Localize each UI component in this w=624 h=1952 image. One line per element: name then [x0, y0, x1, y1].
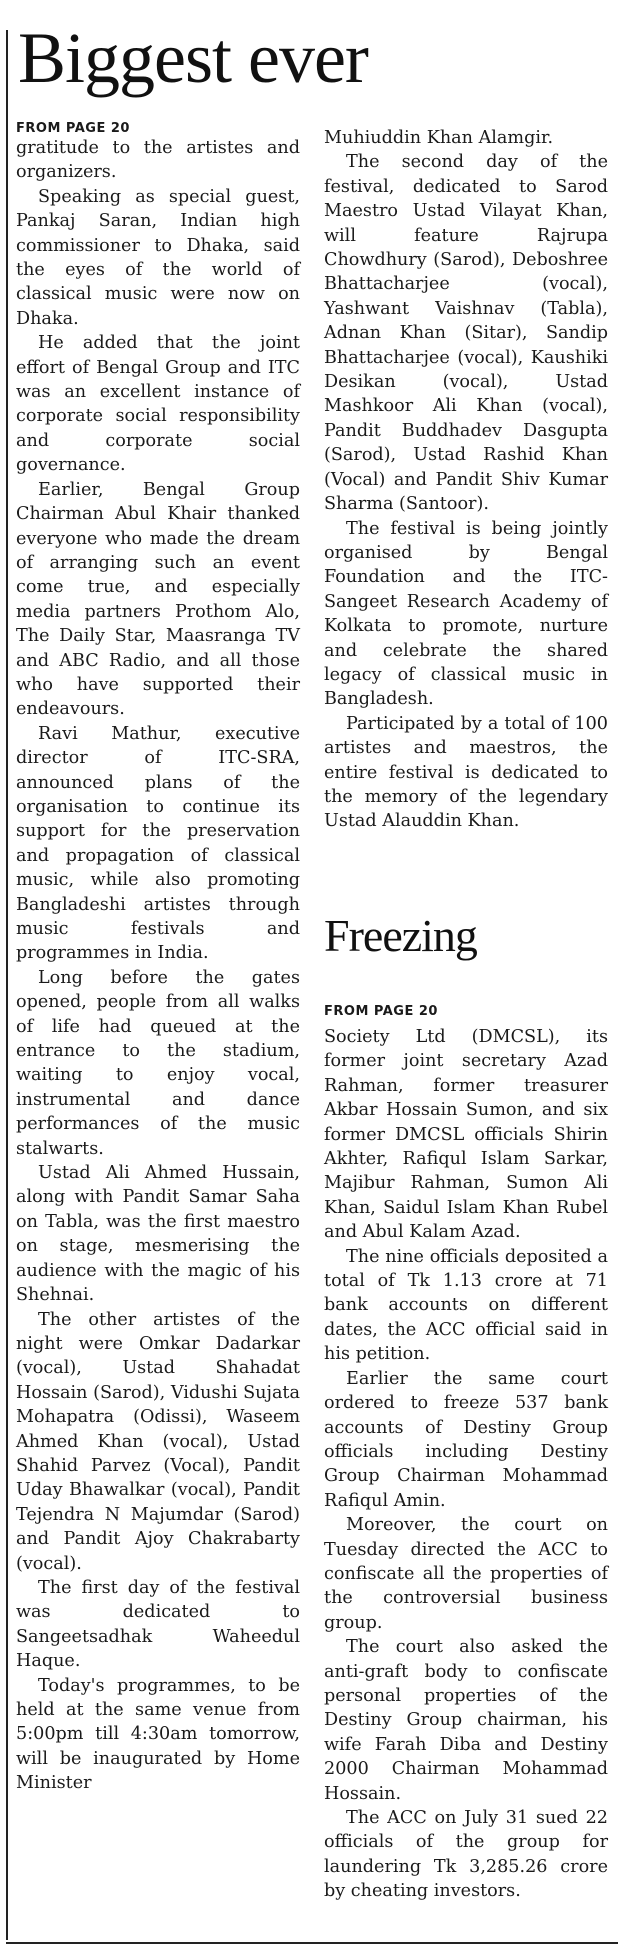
paragraph: gratitude to the artistes and organizers.	[16, 138, 300, 183]
paragraph: Long before the gates opened, people from all walks of life had queued at the entrance to the stadium, waiting to enjoy vocal, instrumental and dance performances of the music stalwarts.	[16, 967, 300, 1159]
biggest-left-column	[16, 118, 300, 1796]
biggest-right-column	[324, 126, 608, 834]
paragraph: The court also asked the anti-graft body to confiscate personal properties of the Destiny Group chairman, his wife Farah Diba and Destiny 2000 Chairman Mohammad Hossain.	[324, 1637, 608, 1804]
paragraph: Today's programmes, to be held at the same venue from 5:00pm till 4:30am tomorrow, will be inaugurated by Home Minister	[16, 1675, 300, 1794]
paragraph: The second day of the festival, dedicated to Sarod Maestro Ustad Vilayat Khan, will feature Rajrupa Chowdhury (Sarod), Deboshree Bhattacharjee (vocal), Yashwant Vaishnav (Tabla), Adnan Khan (Sitar), Sandip Bhattacharjee (vocal), Kaushiki Desikan (vocal), Ustad Mashkoor Ali Khan (vocal), Pandit Buddhadev Dasgupta (Sarod), Ustad Rashid Khan (Vocal) and Pandit Shiv Kumar Sharma (Santoor).	[324, 152, 608, 515]
bottom-rule	[6, 1942, 618, 1944]
paragraph: The festival is being jointly organised by Bengal Foundation and the ITC-Sangeet Research Academy of Kolkata to promote, nurture and celebrate the shared legacy of classical music in Bangladesh.	[324, 518, 608, 710]
paragraph: Muhiuddin Khan Alamgir.	[324, 128, 554, 148]
jump-line-biggest: FROM PAGE 20	[16, 121, 130, 136]
paragraph: Moreover, the court on Tuesday directed the ACC to confiscate all the properties of the controversial business group.	[324, 1515, 608, 1633]
paragraph: He added that the joint effort of Bengal Group and ITC was an excellent instance of corporate social responsibility and corporate social governance.	[16, 333, 300, 476]
paragraph: Speaking as special guest, Pankaj Saran, Indian high commissioner to Dhaka, said the eyes of the world of classical music were now on Dhaka.	[16, 186, 300, 329]
headline-biggest-ever: Biggest ever	[18, 18, 368, 98]
paragraph: The nine officials deposited a total of Tk 1.13 crore at 71 bank accounts on different dates, the ACC official said in his petition.	[324, 1246, 608, 1365]
jump-line-freezing: FROM PAGE 20	[324, 1004, 438, 1019]
freezing-column	[324, 1025, 608, 1904]
paragraph: Participated by a total of 100 artistes and maestros, the entire festival is dedicated to the memory of the legendary Ustad Alauddin Khan.	[324, 713, 608, 832]
paragraph: Ravi Mathur, executive director of ITC-SRA, announced plans of the organisation to continue its support for the preservation and propagation of classical music, while also promoting Bangladeshi artistes through music festivals and programmes in India.	[16, 723, 300, 964]
paragraph: The first day of the festival was dedicated to Sangeetsadhak Waheedul Haque.	[16, 1577, 300, 1672]
headline-freezing: Freezing	[324, 910, 477, 961]
paragraph: Society Ltd (DMCSL), its former joint secretary Azad Rahman, former treasurer Akbar Hossain Sumon, and six former DMCSL officials Shirin Akhter, Rafiqul Islam Sarkar, Majibur Rahman, Sumon Ali Khan, Saidul Islam Khan Rubel and Abul Kalam Azad.	[324, 1027, 608, 1243]
paragraph: The ACC on July 31 sued 22 officials of the group for laundering Tk 3,285.26 crore by cheating investors.	[324, 1808, 608, 1902]
left-column-rule	[6, 30, 8, 1940]
paragraph: Ustad Ali Ahmed Hussain, along with Pandit Samar Saha on Tabla, was the first maestro on stage, mesmerising the audience with the magic of his Shehnai.	[16, 1163, 300, 1306]
paragraph: Earlier, Bengal Group Chairman Abul Khair thanked everyone who made the dream of arranging such an event come true, and especially media partners Prothom Alo, The Daily Star, Maasranga TV and ABC Radio, and all those who have supported their endeavours.	[16, 479, 300, 720]
paragraph: The other artistes of the night were Omkar Dadarkar (vocal), Ustad Shahadat Hossain (Sarod), Vidushi Sujata Mohapatra (Odissi), Waseem Ahmed Khan (vocal), Ustad Shahid Parvez (Vocal), Pandit Uday Bhawalkar (vocal), Pandit Tejendra N Majumdar (Sarod) and Pandit Ajoy Chakrabarty (vocal).	[16, 1309, 300, 1574]
paragraph: Earlier the same court ordered to freeze 537 bank accounts of Destiny Group officials including Destiny Group Chairman Mohammad Rafiqul Amin.	[324, 1368, 608, 1511]
